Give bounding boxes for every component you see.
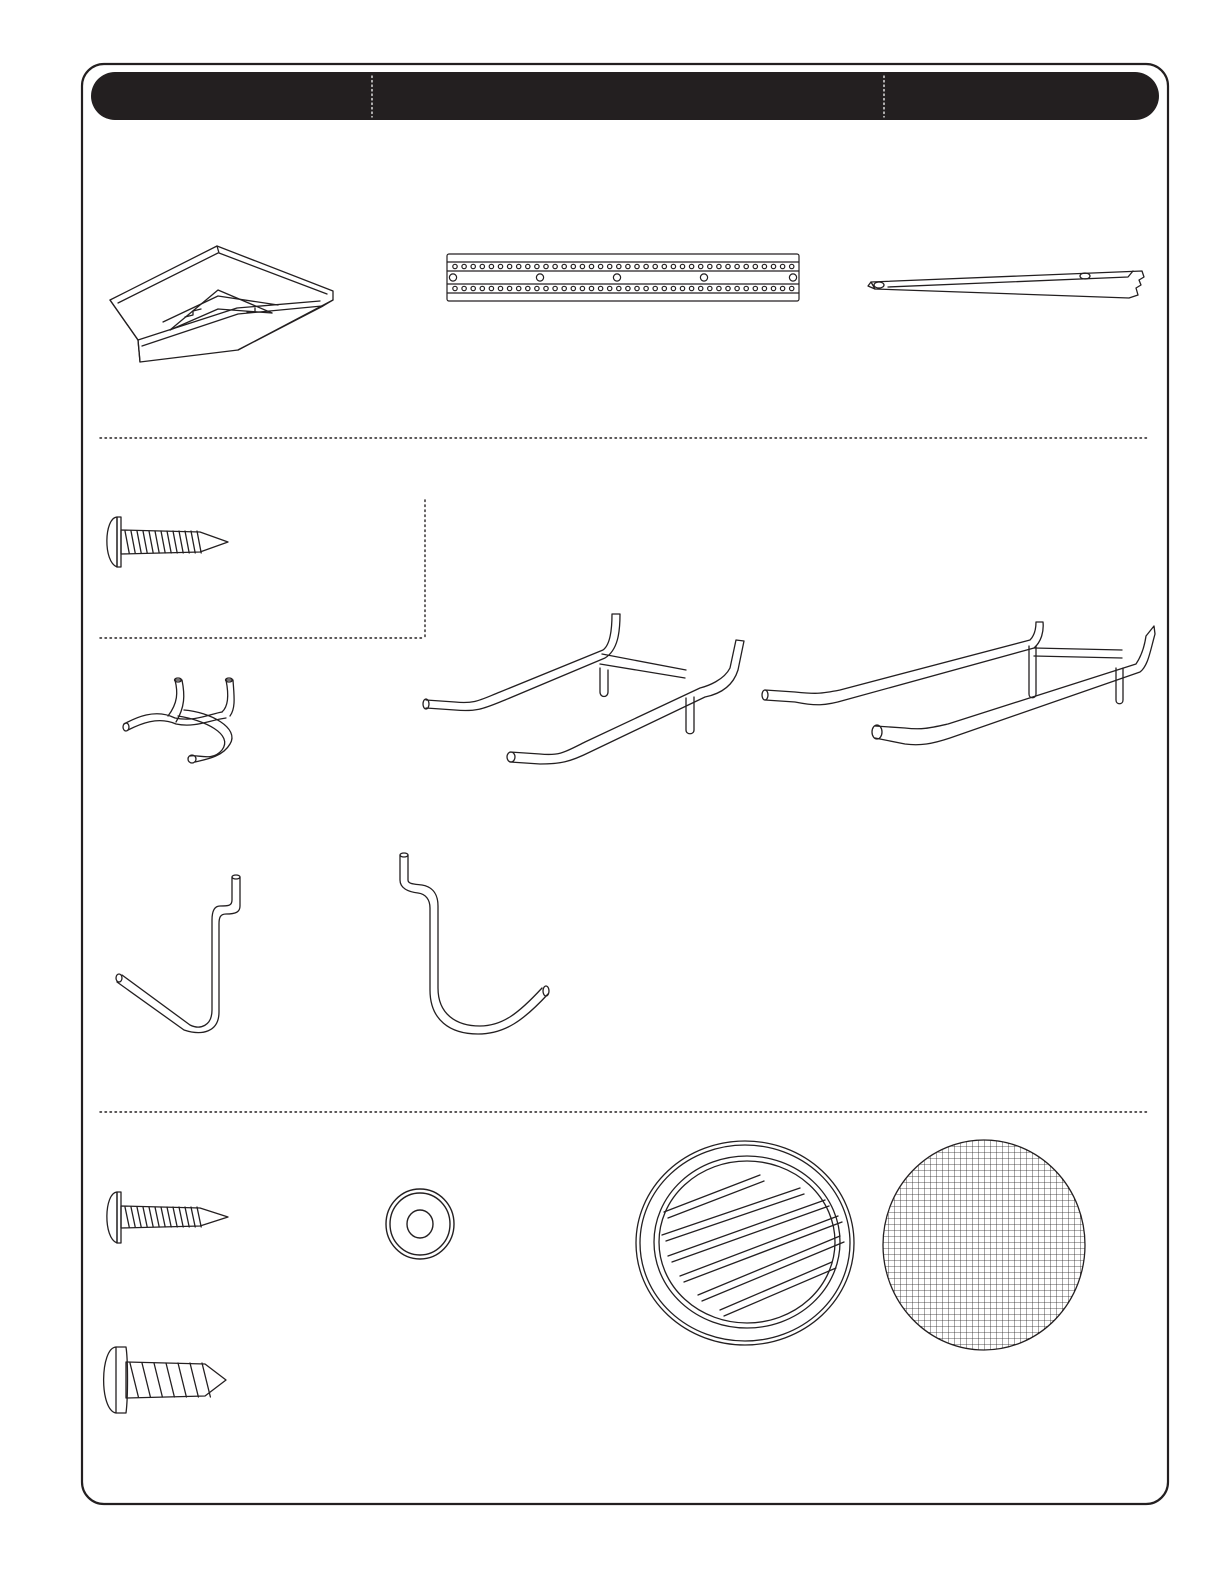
screw-thread	[179, 1207, 183, 1227]
double-hook-medium-illustration	[423, 614, 744, 764]
rail-hole	[780, 264, 784, 268]
rail-hole	[580, 264, 584, 268]
rail-hole	[589, 286, 593, 290]
rail-hole	[480, 264, 484, 268]
screw-thread	[131, 531, 135, 553]
rail-hole	[790, 264, 794, 268]
rail-hole	[489, 286, 493, 290]
screw-thread	[142, 1363, 150, 1397]
rail-hole	[671, 286, 675, 290]
screw-thread	[125, 531, 129, 553]
vent-cover-illustration	[636, 1141, 854, 1345]
rail-hole	[571, 264, 575, 268]
rail-hole	[717, 286, 721, 290]
rail-hole	[644, 264, 648, 268]
vent-slat	[724, 1268, 836, 1316]
u-hook-illustration	[400, 853, 549, 1034]
screw-thread	[161, 1207, 165, 1227]
screw-thread	[167, 531, 171, 553]
rail-hole	[635, 286, 639, 290]
screw-thread	[191, 1207, 195, 1227]
washer-illustration	[386, 1189, 454, 1259]
rail-hole	[562, 264, 566, 268]
rail-hole	[571, 286, 575, 290]
rail-hole	[735, 264, 739, 268]
rail-hole	[653, 264, 657, 268]
rail-hole	[680, 286, 684, 290]
rail-screw-hole	[789, 274, 796, 281]
rail-hole	[526, 264, 530, 268]
rail-hole	[744, 264, 748, 268]
rail-screw-hole	[613, 274, 620, 281]
screw-thread	[191, 531, 195, 553]
rail-hole	[553, 264, 557, 268]
rail-hole	[753, 286, 757, 290]
screw-thread	[167, 1207, 171, 1227]
small-double-hook-illustration	[123, 678, 234, 763]
screw-thread	[202, 1363, 210, 1397]
rail-hole	[726, 264, 730, 268]
rail-hole	[708, 264, 712, 268]
screw-thread	[173, 531, 177, 553]
screw-thread	[173, 1207, 177, 1227]
corner-bracket-illustration	[110, 246, 333, 362]
rail-hole	[617, 264, 621, 268]
rail-hole	[517, 264, 521, 268]
section-dividers	[100, 438, 1148, 1112]
rail-hole	[680, 264, 684, 268]
screw-thread	[185, 1207, 189, 1227]
rail-hole	[771, 286, 775, 290]
screw-thread	[155, 1207, 159, 1227]
rail-hole	[617, 286, 621, 290]
screw-long-illustration	[107, 517, 228, 567]
screen-filter-illustration	[883, 1140, 1085, 1350]
rail-hole	[517, 286, 521, 290]
rail-hole	[453, 286, 457, 290]
rail-hole	[762, 286, 766, 290]
rail-hole	[489, 264, 493, 268]
rail-hole	[717, 264, 721, 268]
rail-hole	[762, 264, 766, 268]
rail-hole	[507, 286, 511, 290]
rail-hole	[562, 286, 566, 290]
rail-hole	[535, 286, 539, 290]
screw-thread	[178, 1363, 186, 1397]
screw-short-illustration	[104, 1347, 226, 1413]
rail-hole	[608, 286, 612, 290]
rail-hole	[553, 286, 557, 290]
screw-thread	[179, 531, 183, 553]
rail-hole	[480, 286, 484, 290]
screw-thread	[137, 1207, 141, 1227]
rail-hole	[544, 264, 548, 268]
rail-hole	[498, 286, 502, 290]
rail-hole	[589, 264, 593, 268]
rail-hole	[771, 264, 775, 268]
rail-hole	[498, 264, 502, 268]
rail-hole	[726, 286, 730, 290]
screw-thread	[125, 1207, 129, 1227]
screw-thread	[154, 1363, 162, 1397]
rail-hole	[689, 286, 693, 290]
rail-hole	[626, 264, 630, 268]
screw-thread	[131, 1207, 135, 1227]
screw-thread	[185, 531, 189, 553]
rail-hole	[708, 286, 712, 290]
rail-hole	[689, 264, 693, 268]
rail-hole	[526, 286, 530, 290]
screw-thread	[143, 531, 147, 553]
rail-hole	[608, 264, 612, 268]
rail-screw-hole	[449, 274, 456, 281]
screw-thread	[155, 531, 159, 553]
rail-hole	[699, 286, 703, 290]
screw-thread	[197, 1207, 201, 1227]
rail-hole	[453, 264, 457, 268]
screw-thread	[149, 531, 153, 553]
rail-illustration	[447, 254, 799, 301]
rail-hole	[653, 286, 657, 290]
screw-thread	[149, 1207, 153, 1227]
rail-hole	[753, 264, 757, 268]
screw-thread	[137, 531, 141, 553]
rail-hole	[662, 286, 666, 290]
rail-hole	[535, 264, 539, 268]
vent-slat	[662, 1188, 800, 1235]
screw-thread	[166, 1363, 174, 1397]
rail-hole	[626, 286, 630, 290]
shelf-bracket-illustration	[868, 271, 1144, 298]
rail-screw-hole	[700, 274, 707, 281]
screw-thread	[143, 1207, 147, 1227]
screw-thread	[130, 1363, 138, 1397]
rail-hole	[580, 286, 584, 290]
screw-thread	[197, 531, 201, 553]
rail-hole	[662, 264, 666, 268]
rail-hole	[462, 286, 466, 290]
rail-hole	[544, 286, 548, 290]
rail-hole	[699, 264, 703, 268]
rail-hole	[735, 286, 739, 290]
screw-thread	[190, 1363, 198, 1397]
rail-hole	[744, 286, 748, 290]
rail-hole	[471, 286, 475, 290]
rail-hole	[598, 264, 602, 268]
screw-thread	[161, 531, 165, 553]
double-hook-long-illustration	[762, 622, 1155, 745]
rail-hole	[635, 264, 639, 268]
rail-hole	[780, 286, 784, 290]
rail-hole	[471, 264, 475, 268]
rail-hole	[507, 264, 511, 268]
rail-hole	[462, 264, 466, 268]
j-hook-illustration	[116, 875, 240, 1033]
vent-slat	[672, 1206, 829, 1262]
rail-hole	[644, 286, 648, 290]
rail-hole	[790, 286, 794, 290]
rail-hole	[598, 286, 602, 290]
screw-medium-illustration	[107, 1192, 228, 1243]
vent-slat	[666, 1194, 804, 1241]
rail-hole	[671, 264, 675, 268]
header-bar	[91, 72, 1159, 120]
rail-screw-hole	[536, 274, 543, 281]
